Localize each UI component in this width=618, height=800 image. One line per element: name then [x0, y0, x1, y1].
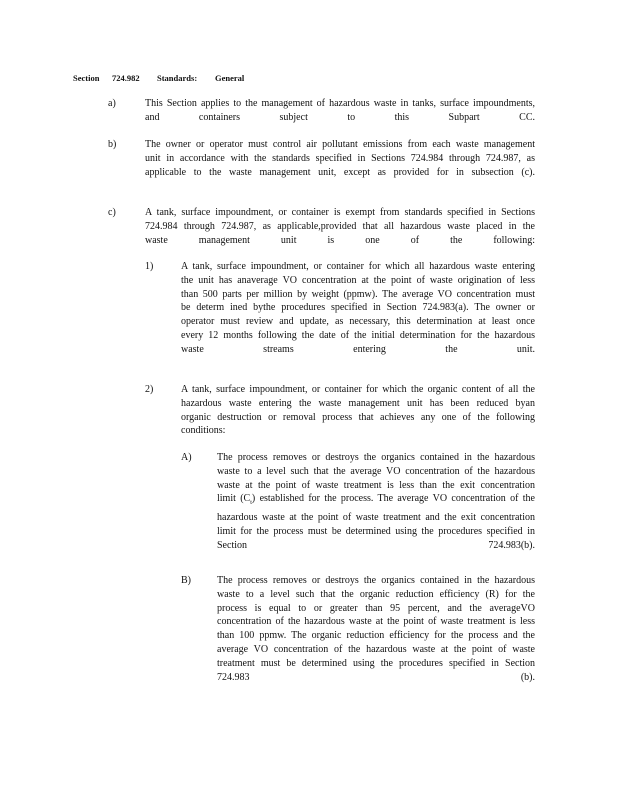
- subsection-c-text: A tank, surface impoundment, or container is exempt from standards specified in Sections 724.984 through 724.987, as applicable,provided that all hazardous waste placed in the waste management unit is one of the following:: [145, 207, 535, 246]
- subsection-a-label: a): [108, 98, 116, 109]
- subsection-b-text: The owner or operator must control air pollutant emissions from each waste management unit in accordance with the standards specified in Sections 724.984 through 724.987, as applicable to the waste management unit, except as provided for in subsection (c).: [145, 139, 535, 178]
- subsection-c-2-A-text: [217, 451, 535, 566]
- subsection-c-2-A-text-part2: ) established for the process. The average VO concentration of the hazardous waste at the point of waste treatment and the exit concentration limit for the process must be determined using the procedures specified in Section 724.983(b).: [217, 493, 535, 551]
- subsection-c-1-label: 1): [145, 261, 154, 272]
- subsection-c-2-label: 2): [145, 384, 154, 395]
- section-number: 724.982: [112, 73, 140, 83]
- subsection-c-2-A-label: A): [181, 452, 192, 463]
- general-label: General: [215, 73, 245, 83]
- subsection-c-2-text: A tank, surface impoundment, or container for which the organic content of all the hazardous waste entering the waste management unit has been reduced byan organic destruction or removal process that achieves any one of the following conditions:: [181, 384, 535, 437]
- subsection-a-text: This Section applies to the management of hazardous waste in tanks, surface impoundments, and containers subject to this Subpart CC.: [145, 98, 535, 123]
- subsection-c-2-A-text-part1: The process removes or destroys the organics contained in the hazardous waste to a level such that the average VO concentration of the hazardous waste at the point of waste treatment is less than the exit concentration limit (C: [217, 452, 535, 505]
- subsection-c-1-text: A tank, surface impoundment, or container for which all hazardous waste entering the unit has anaverage VO concentration at the point of waste origination of less than 500 parts per million by weight (ppmw). The average VO concentration must be determ ined bythe procedures specified in Section 724.983(a). The owner or operator must review and update, as necessary, this determination at least once every 12 months following the date of the initial determination for the hazardous waste streams entering the unit.: [181, 261, 535, 355]
- subsection-b-label: b): [108, 139, 117, 150]
- subsection-c-2-B-text: The process removes or destroys the organics contained in the hazardous waste to a level such that the organic reduction efficiency (R) for the process is equal to or greater than 95 percent, and the averageVO concentration of the hazardous waste at the point of waste treatment is less than 100 ppmw. The organic reduction efficiency for the process and the average VO concentration of the hazardous waste at the point of waste treatment must be determined using the procedures specified in Section 724.983 (b).: [217, 575, 535, 683]
- standards-label: Standards:: [157, 73, 198, 83]
- subsection-c-2-B-label: B): [181, 575, 191, 586]
- exit-concentration-subscript: t: [250, 500, 252, 507]
- subsection-c-label: c): [108, 207, 116, 218]
- section-label: Section: [73, 73, 100, 83]
- section-heading: [0, 73, 618, 87]
